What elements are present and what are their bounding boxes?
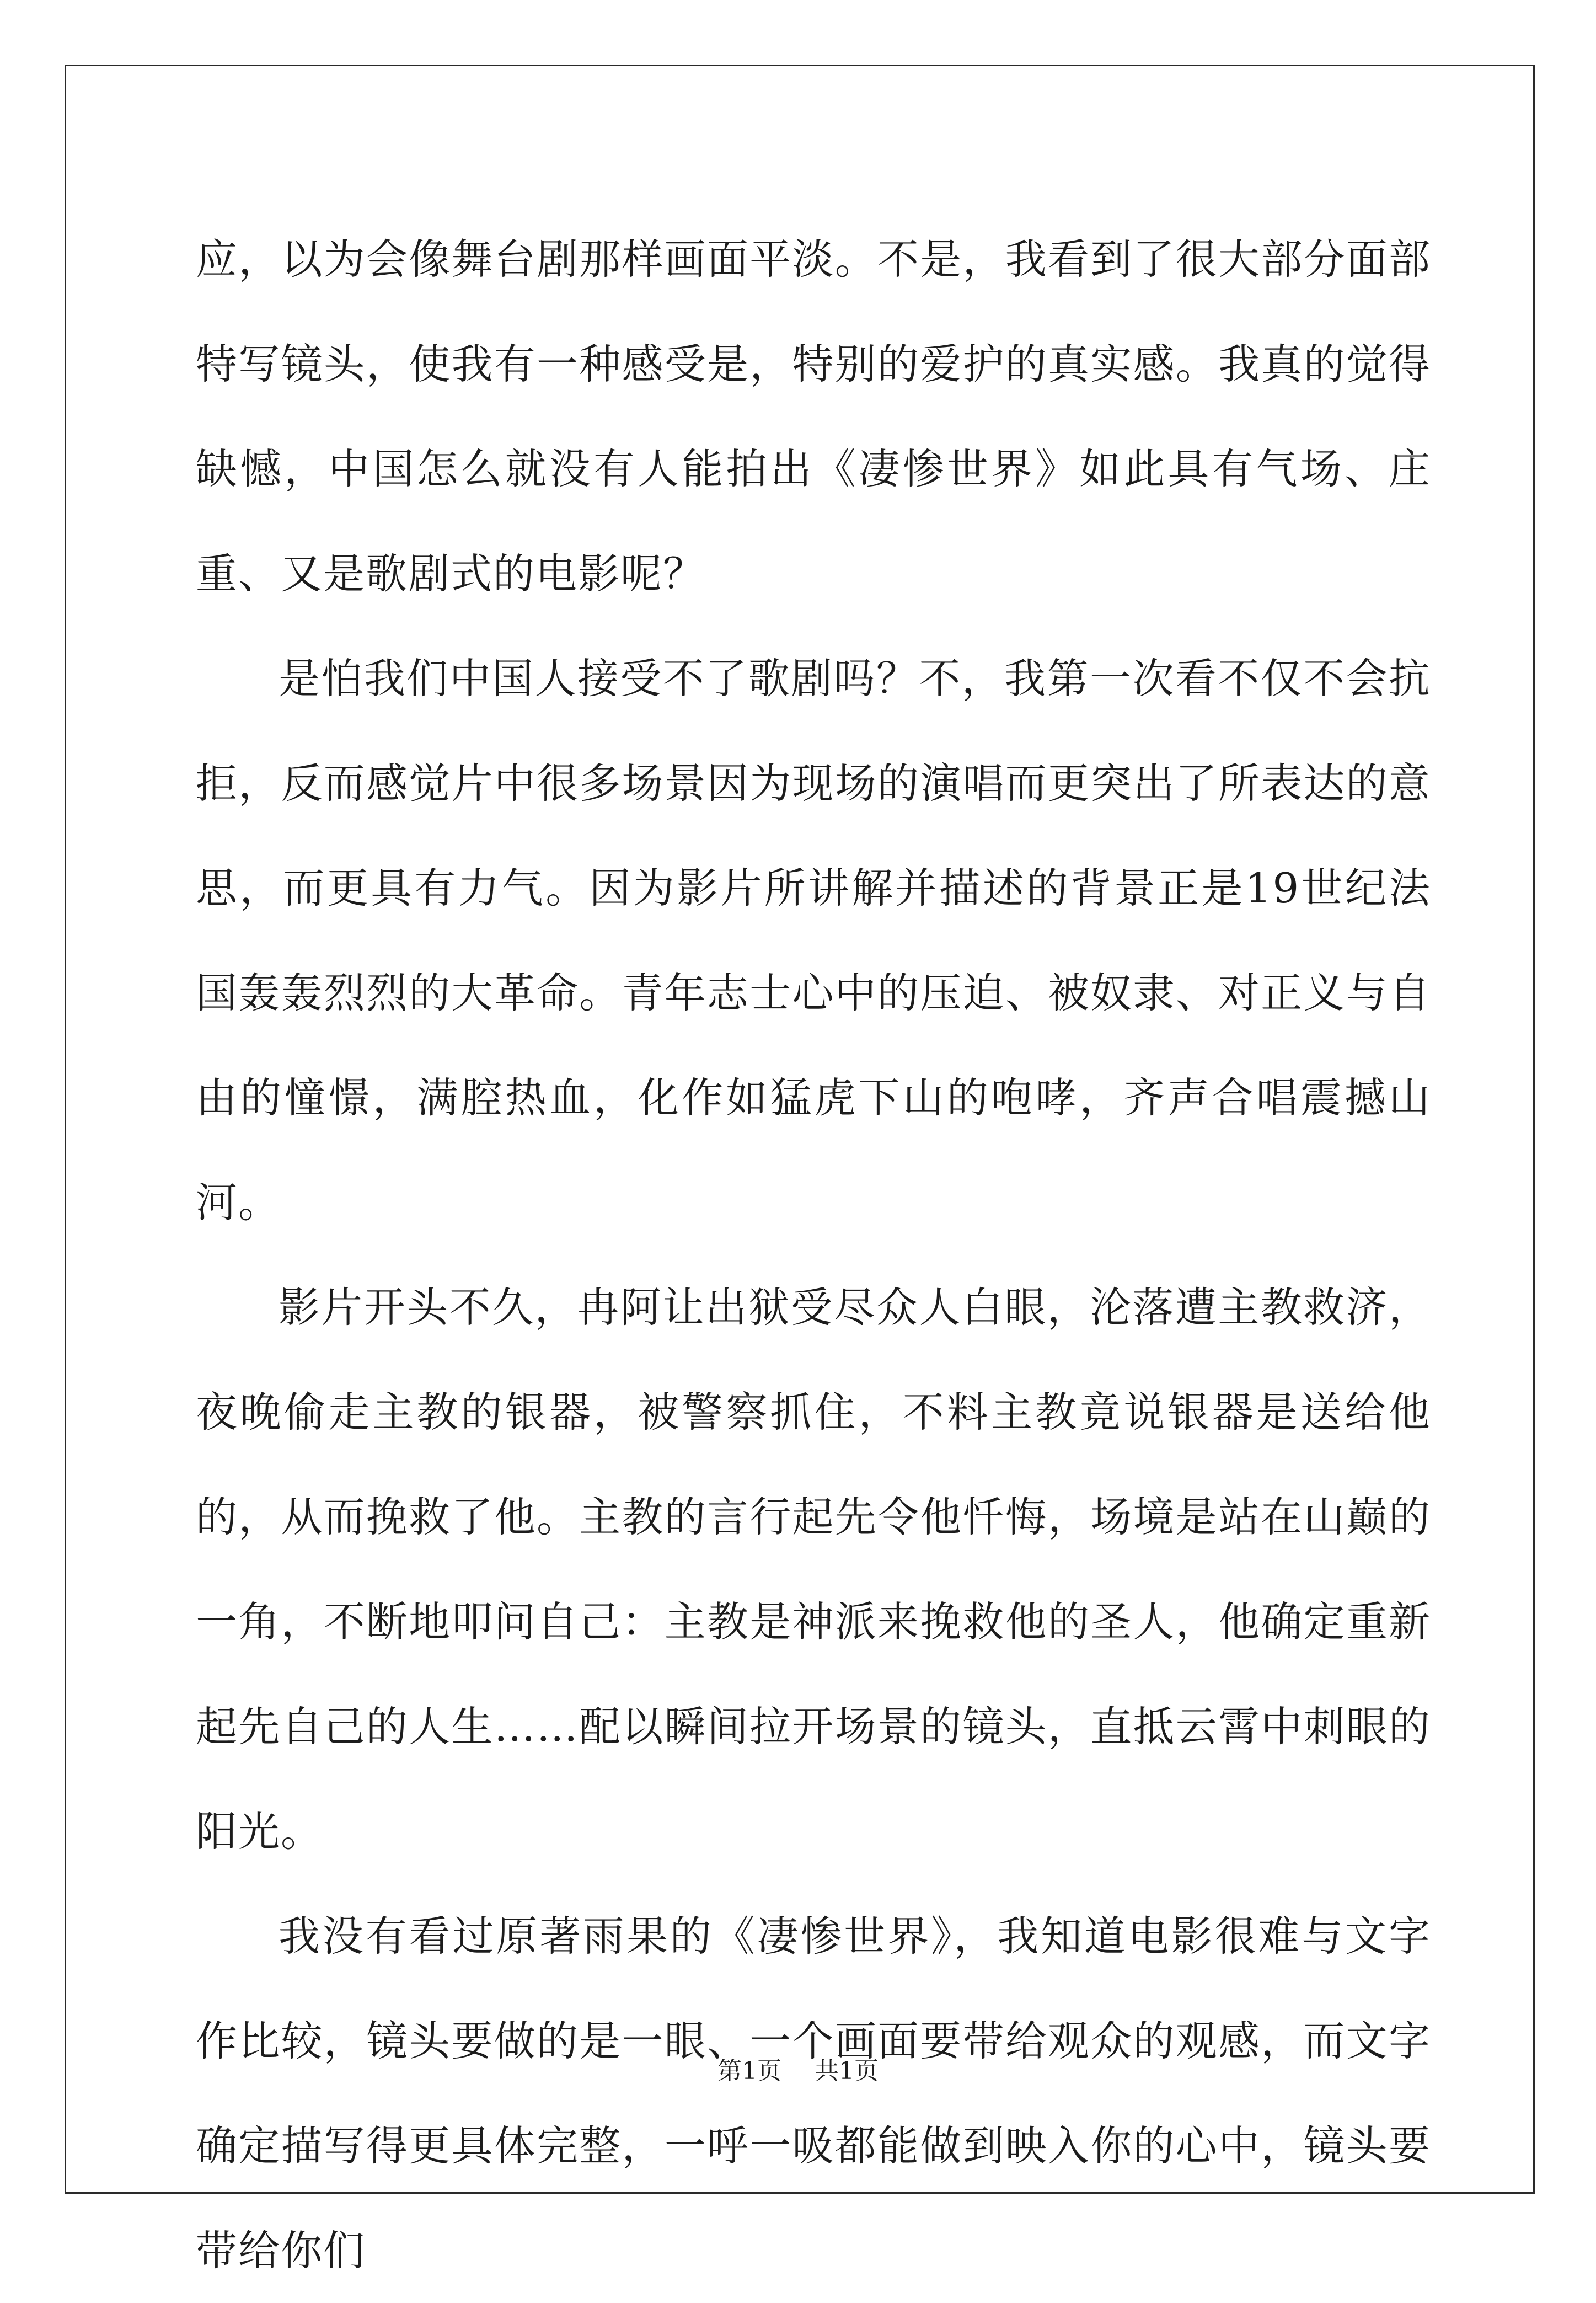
paragraph-4: 我没有看过原著雨果的《凄惨世界》，我知道电影很难与文字作比较，镜头要做的是一眼、一个画面要带给观众的观感，而文字确定描写得更具体完整，一呼一吸都能做到映入你的心中，镜头要带给你们 [196,1912,1431,2275]
page-total: 共1页 [815,2057,879,2085]
paragraph-3: 影片开头不久，冉阿让出狱受尽众人白眼，沦落遭主教救济，夜晚偷走主教的银器，被警察抓住，不料主教竟说银器是送给他的，从而挽救了他。主教的言行起先令他忏悔，场境是站在山巅的一角，不断地叩问自己：主教是神派来挽救他的圣人，他确定重新起先自己的人生……配以瞬间拉开场景的镜头，直抵云霄中刺眼的阳光。 [196,1283,1431,1856]
page-number: 第1页 [717,2057,781,2085]
paragraph-1: 应，以为会像舞台剧那样画面平淡。不是，我看到了很大部分面部特写镜头，使我有一种感受是，特别的爱护的真实感。我真的觉得缺憾，中国怎么就没有人能拍出《凄惨世界》如此具有气场、庄重、又是歌剧式的电影呢？ [196,235,1431,598]
page-footer [0,2051,1596,2086]
paragraph-2: 是怕我们中国人接受不了歌剧吗？不，我第一次看不仅不会抗拒，反而感觉片中很多场景因为现场的演唱而更突出了所表达的意思，而更具有力气。因为影片所讲解并描述的背景正是19世纪法国轰轰烈烈的大革命。青年志士心中的压迫、被奴隶、对正义与自由的憧憬，满腔热血，化作如猛虎下山的咆哮，齐声合唱震撼山河。 [196,654,1431,1227]
document-body [196,207,1431,2303]
